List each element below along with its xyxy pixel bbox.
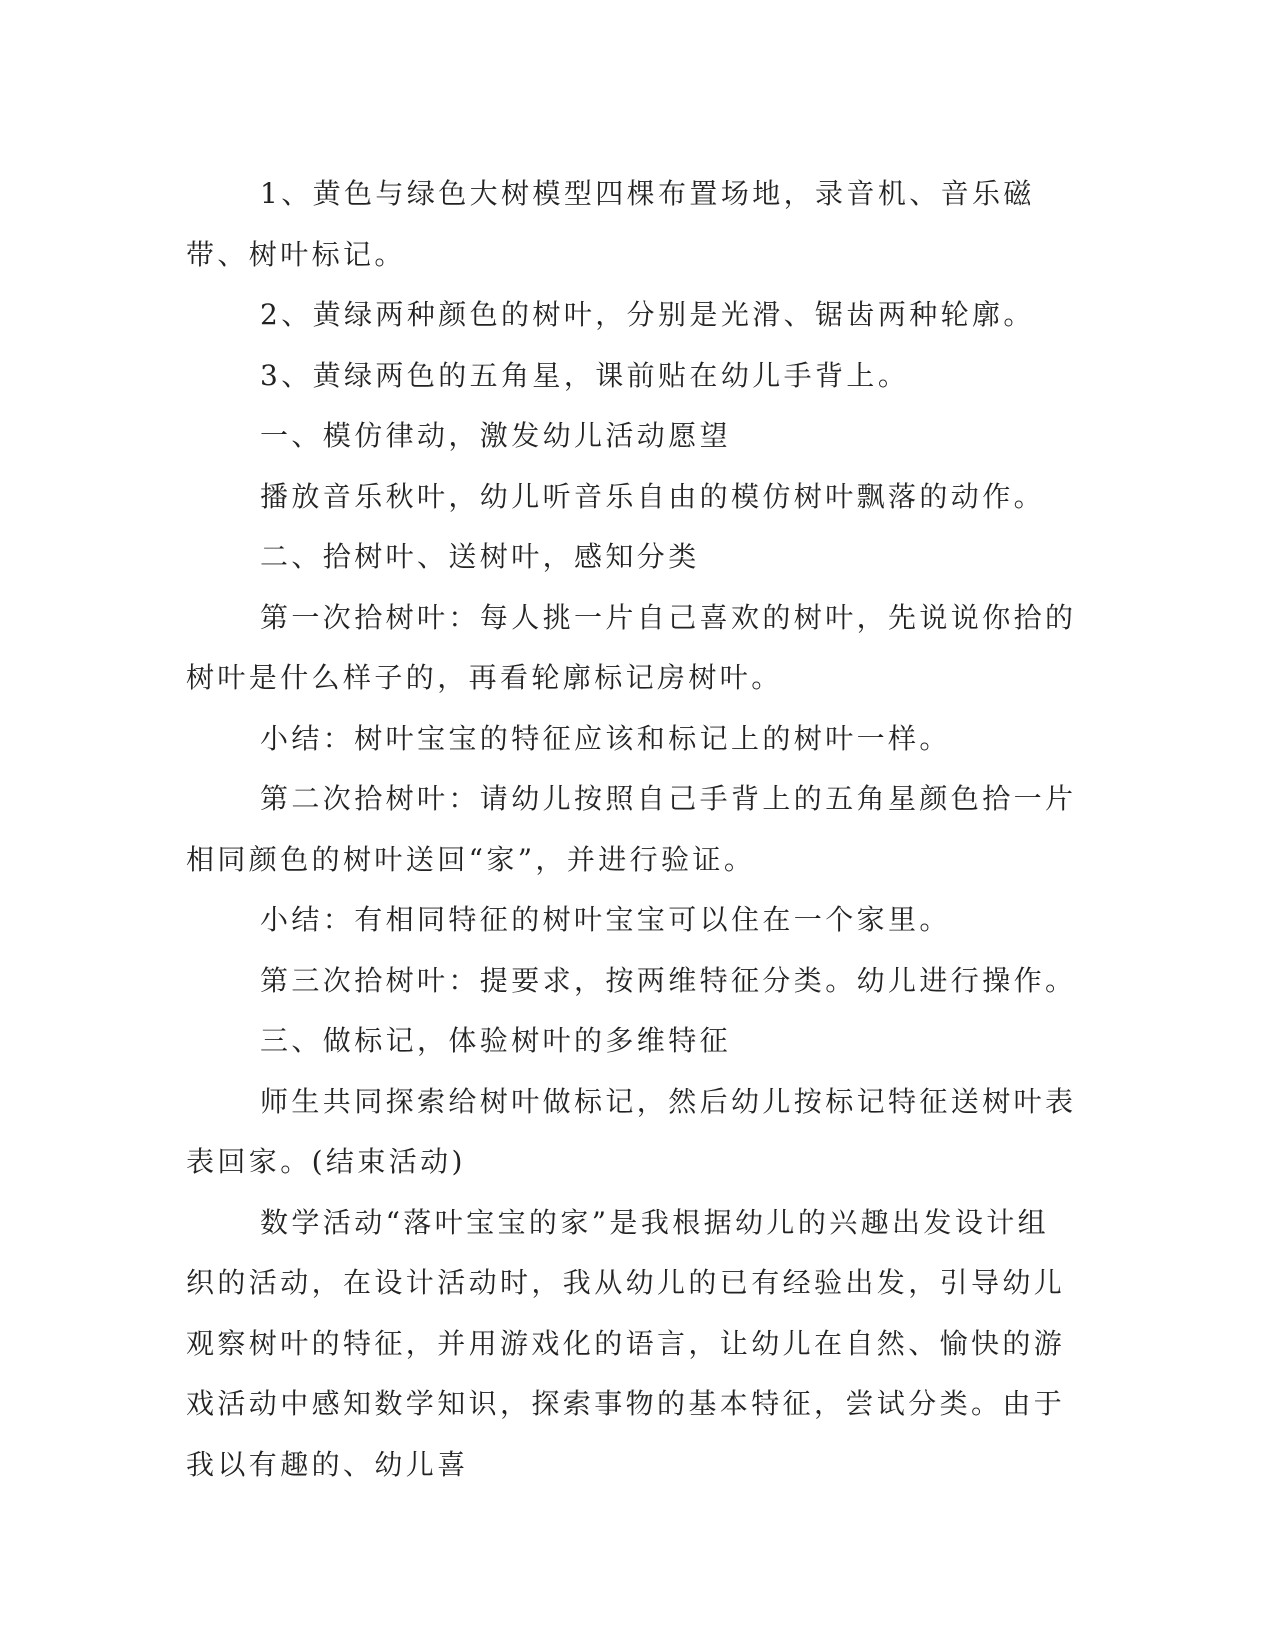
section-heading-1: 一、模仿律动，激发幼儿活动愿望 (260, 419, 732, 452)
paragraph-first-pick: 第一次拾树叶：每人挑一片自己喜欢的树叶，先说说你拾的树叶是什么样子的，再看轮廓标记房树叶。 (186, 600, 1077, 694)
document-body (186, 164, 1078, 1495)
paragraph-materials-2: 2、黄绿两种颜色的树叶，分别是光滑、锯齿两种轮廓。 (260, 298, 1035, 331)
section-heading-3: 三、做标记，体验树叶的多维特征 (260, 1024, 732, 1057)
paragraph-materials-1: 1、黄色与绿色大树模型四棵布置场地，录音机、音乐磁带、树叶标记。 (186, 177, 1035, 271)
paragraph-reflection: 数学活动“落叶宝宝的家”是我根据幼儿的兴趣出发设计组织的活动，在设计活动时，我从幼儿的已有经验出发，引导幼儿观察树叶的特征，并用游戏化的语言，让幼儿在自然、愉快的游戏活动中感知数学知识，探索事物的基本特征，尝试分类。由于我以有趣的、幼儿喜 (186, 1205, 1066, 1481)
paragraph-summary-2: 小结：有相同特征的树叶宝宝可以住在一个家里。 (260, 903, 951, 936)
paragraph-third-pick: 第三次拾树叶：提要求，按两维特征分类。幼儿进行操作。 (260, 963, 1077, 997)
section-heading-2: 二、拾树叶、送树叶，感知分类 (260, 540, 700, 573)
paragraph-materials-3: 3、黄绿两色的五角星，课前贴在幼儿手背上。 (260, 358, 910, 392)
paragraph-marking: 师生共同探索给树叶做标记，然后幼儿按标记特征送树叶表表回家。(结束活动) (186, 1084, 1077, 1178)
paragraph-summary-1: 小结：树叶宝宝的特征应该和标记上的树叶一样。 (260, 721, 951, 755)
paragraph-second-pick: 第二次拾树叶：请幼儿按照自己手背上的五角星颜色拾一片相同颜色的树叶送回“家”，并进行验证。 (186, 782, 1077, 876)
paragraph-music: 播放音乐秋叶，幼儿听音乐自由的模仿树叶飘落的动作。 (260, 479, 1046, 513)
